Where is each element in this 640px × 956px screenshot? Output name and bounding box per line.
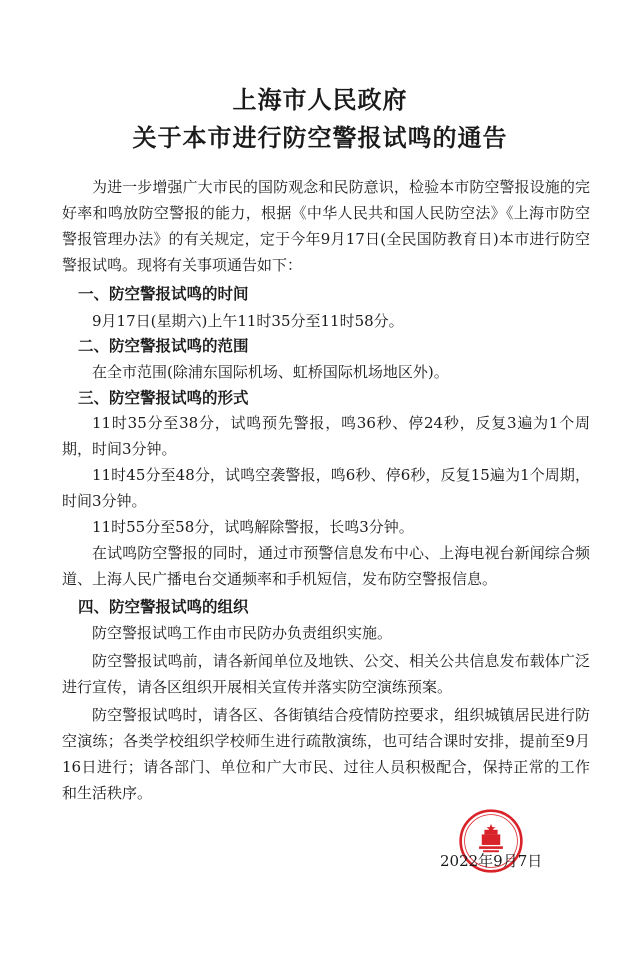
notice-title-line1: 上海市人民政府: [232, 85, 408, 114]
section4-paragraph3: 防空警报试鸣时，请各区、各街镇结合疫情防控要求，组织城镇居民进行防空演练；各类学校组织学校师生进行疏散演练，也可结合课时安排，提前至9月16日进行；请各部门、单位和广大市民、过往人员积极配合，保持正常的工作和生活秩序。: [62, 706, 590, 802]
section3-paragraph: 在试鸣防空警报的同时，通过市预警信息发布中心、上海电视台新闻综合频道、上海人民广播电台交通频率和手机短信，发布防空警报信息。: [62, 544, 590, 588]
section4-heading: 四、防空警报试鸣的组织: [78, 597, 249, 616]
section1-heading: 一、防空警报试鸣的时间: [78, 284, 249, 303]
section3-item3: 11时55分至58分，试鸣解除警报，长鸣3分钟。: [92, 518, 414, 536]
section4-paragraph2: 防空警报试鸣前，请各新闻单位及地铁、公交、相关公共信息发布载体广泛进行宣传，请各区组织开展相关宣传并落实防空演练预案。: [62, 652, 590, 696]
section3-heading: 三、防空警报试鸣的形式: [78, 388, 249, 407]
section4-paragraph1: 防空警报试鸣工作由市民防办负责组织实施。: [92, 624, 393, 642]
notice-date: 2022年9月7日: [440, 852, 543, 870]
section3-item1: 11时35分至38分，试鸣预先警报，鸣36秒、停24秒，反复3遍为1个周期，时间3分钟。: [62, 414, 590, 458]
section2-heading: 二、防空警报试鸣的范围: [78, 336, 249, 355]
section2-body: 在全市范围(除浦东国际机场、虹桥国际机场地区外)。: [92, 363, 449, 381]
section1-body: 9月17日(星期六)上午11时35分至11时58分。: [92, 312, 404, 330]
section3-item2: 11时45分至48分，试鸣空袭警报，鸣6秒、停6秒，反复15遍为1个周期，时间3分钟。: [62, 466, 590, 510]
intro-paragraph: 为进一步增强广大市民的国防观念和民防意识，检验本市防空警报设施的完好率和鸣放防空警报的能力，根据《中华人民共和国人民防空法》《上海市防空警报管理办法》的有关规定，定于今年9月17日(全民国防教育日)本市进行防空警报试鸣。现将有关事项通告如下：: [62, 178, 590, 274]
notice-title-line2: 关于本市进行防空警报试鸣的通告: [132, 123, 508, 152]
